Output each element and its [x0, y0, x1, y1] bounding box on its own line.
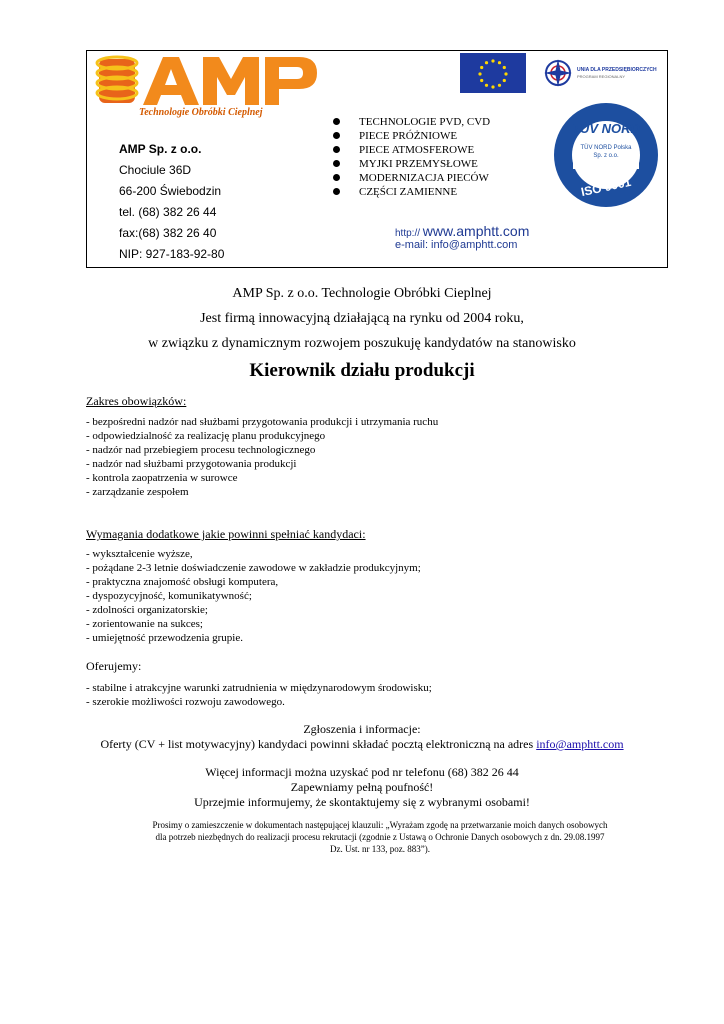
- job-title: Kierownik działu produkcji: [249, 360, 475, 381]
- unia-logo: [542, 55, 668, 91]
- requirement-item: - zdolności organizatorskie;: [86, 604, 208, 616]
- address-city: 66-200 Świebodzin: [119, 184, 222, 198]
- duty-item: - kontrola zaopatrzenia w surowce: [86, 472, 238, 484]
- tuv-line2: Sp. z o.o.: [593, 153, 619, 159]
- offer-list: [86, 681, 432, 709]
- eu-flag-icon: [460, 53, 526, 93]
- tuv-line1: TÜV NORD Polska: [580, 145, 632, 151]
- unia-title: UNIA DLA PRZEDSIĘBIORCZYCH: [577, 67, 657, 73]
- selection-notice: Uprzejmie informujemy, że skontaktujemy się z wybranymi osobami!: [194, 795, 530, 809]
- duties-title: Zakres obowiązków:: [86, 394, 187, 408]
- requirement-item: - umiejętność przewodzenia grupie.: [86, 632, 243, 644]
- more-info: Więcej informacji można uzyskać pod nr telefonu (68) 382 26 44: [205, 765, 519, 779]
- service-item: TECHNOLOGIE PVD, CVD: [331, 115, 490, 129]
- intro-company: AMP Sp. z o.o. Technologie Obróbki Cieplnej: [232, 286, 492, 301]
- requirement-item: - zorientowanie na sukces;: [86, 618, 203, 630]
- requirement-item: - wykształcenie wyższe,: [86, 548, 193, 560]
- unia-subtitle: PROGRAM REGIONALNY: [577, 74, 626, 79]
- duty-item: - nadzór nad służbami przygotowania produkcji: [86, 458, 297, 470]
- offer-item: - szerokie możliwości rozwoju zawodowego.: [86, 696, 285, 708]
- service-item: PIECE PRÓŻNIOWE: [331, 129, 490, 143]
- duty-item: - bezpośredni nadzór nad służbami przygotowania produkcji i utrzymania ruchu: [86, 416, 439, 428]
- website-link[interactable]: [395, 223, 529, 239]
- offer-item: - stabilne i atrakcyjne warunki zatrudnienia w międzynarodowym środowisku;: [86, 682, 432, 694]
- requirement-item: - pożądane 2-3 letnie doświadczenie zawodowe w zakładzie produkcyjnym;: [86, 562, 421, 574]
- contact-text: Oferty (CV + list motywacyjny) kandydaci powinni składać pocztą elektroniczną na adres: [100, 737, 537, 751]
- service-item: MODERNIZACJA PIECÓW: [331, 171, 490, 185]
- service-item: CZĘŚCI ZAMIENNE: [331, 185, 490, 199]
- company-address: [119, 139, 224, 265]
- header-email[interactable]: e-mail: info@amphtt.com: [395, 239, 518, 251]
- requirement-item: - dyspozycyjność, komunikatywność;: [86, 590, 252, 602]
- company-name: AMP Sp. z o.o.: [119, 142, 202, 156]
- confidentiality: Zapewniamy pełną poufność!: [290, 780, 434, 794]
- duty-item: - odpowiedzialność za realizację planu produkcyjnego: [86, 430, 326, 442]
- requirement-item: - praktyczna znajomość obsługi komputera,: [86, 576, 279, 588]
- fax: fax:(68) 382 26 40: [119, 226, 217, 240]
- contact-title: Zgłoszenia i informacje:: [303, 722, 421, 736]
- requirements-list: [86, 547, 421, 645]
- services-list: [331, 115, 490, 199]
- service-item: MYJKI PRZEMYSŁOWE: [331, 157, 490, 171]
- coil-icon: [97, 57, 137, 103]
- intro-innovative: Jest firmą innowacyjną działającą na rynku od 2004 roku,: [200, 311, 524, 326]
- compass-icon: [544, 59, 572, 87]
- requirements-title: Wymagania dodatkowe jakie powinni spełniać kandydaci:: [86, 527, 366, 541]
- logo-tagline: Technologie Obróbki Cieplnej: [139, 107, 263, 118]
- web-url[interactable]: www.amphtt.com: [422, 223, 530, 239]
- letterhead: [86, 50, 668, 268]
- tuv-iso: ISO 9001: [579, 174, 633, 200]
- service-item: PIECE ATMOSFEROWE: [331, 143, 490, 157]
- offer-title: Oferujemy:: [86, 659, 142, 673]
- duties-list: [86, 415, 438, 499]
- tuv-brand: TÜV NORD: [572, 121, 640, 136]
- duty-item: - zarządzanie zespołem: [86, 486, 189, 498]
- tuv-nord-iso-badge: [553, 99, 659, 211]
- phone: tel. (68) 382 26 44: [119, 205, 217, 219]
- amp-lettering: [143, 57, 317, 105]
- contact-email-link[interactable]: info@amphtt.com: [536, 737, 624, 751]
- address-street: Chociule 36D: [119, 163, 192, 177]
- intro-recruiting: w związku z dynamicznym rozwojem poszukuję kandydatów na stanowisko: [148, 336, 576, 351]
- contact-instructions: [0, 737, 724, 752]
- duty-item: - nadzór nad przebiegiem procesu technologicznego: [86, 444, 316, 456]
- nip: NIP: 927-183-92-80: [119, 247, 225, 261]
- web-prefix: http://: [395, 228, 421, 239]
- data-protection-clause: Prosimy o zamieszczenie w dokumentach następującej klauzuli: „Wyrażam zgodę na przetwarzanie moich danych osobowych dla potrzeb niezbędnych do realizacji procesu rekrutacji (zgodnie z Ustawą o Ochronie Danych osobowych z dn. 29.08.1997 Dz. Ust. nr 133, poz. 883”).: [152, 820, 608, 854]
